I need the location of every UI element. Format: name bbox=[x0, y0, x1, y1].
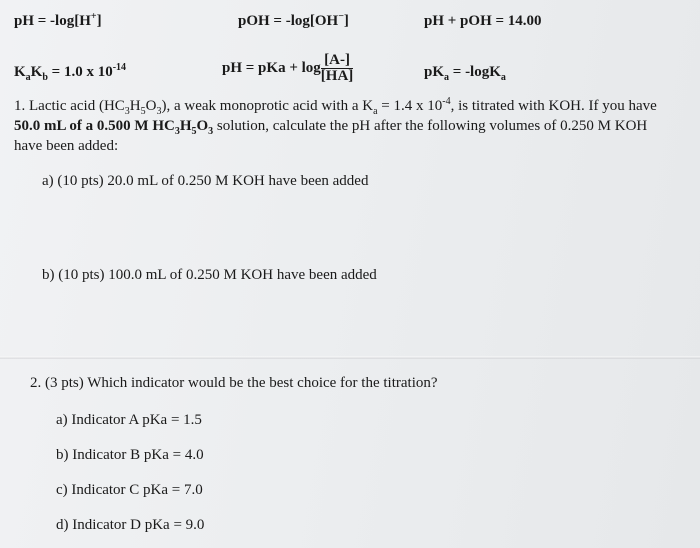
hh-numerator: [A-] bbox=[321, 53, 354, 69]
q1-sub: 5 bbox=[140, 106, 146, 117]
ph-poh-sum-formula: pH + pOH = 14.00 bbox=[424, 13, 542, 29]
q1-sub: 3 bbox=[124, 106, 130, 117]
option-a: a) Indicator A pKa = 1.5 bbox=[56, 412, 202, 428]
henderson-hasselbalch-formula bbox=[222, 52, 353, 84]
q1-part: H bbox=[129, 98, 141, 114]
pka-mid: = -logK bbox=[449, 64, 501, 80]
ph-formula-text: pH = -log[H bbox=[14, 13, 91, 29]
q1-part: , is titrated with KOH. If you have bbox=[450, 98, 657, 114]
option-c: c) Indicator C pKa = 7.0 bbox=[56, 482, 203, 498]
kw-value: = 1.0 x 10 bbox=[47, 64, 113, 80]
poh-formula-sup: − bbox=[338, 11, 344, 22]
question-2-prompt: 2. (3 pts) Which indicator would be the best choice for the titration? bbox=[30, 375, 438, 391]
q1-part: solution, calculate the pH after the following volumes of 0.250 M KOH have been added: bbox=[14, 118, 648, 154]
question-1b: b) (10 pts) 100.0 mL of 0.250 M KOH have been added bbox=[42, 267, 377, 283]
paper-crease bbox=[0, 356, 700, 359]
kw-ka: K bbox=[14, 64, 26, 80]
q1-sub: a bbox=[373, 106, 378, 117]
kw-exponent: -14 bbox=[112, 62, 127, 73]
option-b: b) Indicator B pKa = 4.0 bbox=[56, 447, 204, 463]
pka-sub-2: a bbox=[500, 72, 506, 83]
ph-formula-sup: + bbox=[90, 11, 97, 22]
pka-formula bbox=[424, 63, 506, 81]
q1-bold-part: O bbox=[196, 118, 209, 134]
q1-part: ), a weak monoprotic acid with a K bbox=[161, 98, 374, 114]
kw-formula bbox=[14, 63, 126, 81]
question-1-text bbox=[14, 96, 664, 156]
q1-exponent: -4 bbox=[442, 96, 451, 107]
option-d: d) Indicator D pKa = 9.0 bbox=[56, 517, 205, 533]
q1-bold-sub: 3 bbox=[208, 126, 214, 137]
pka-sub: a bbox=[444, 72, 450, 83]
question-1a: a) (10 pts) 20.0 mL of 0.250 M KOH have been added bbox=[42, 173, 369, 189]
q1-part: 1. Lactic acid (HC bbox=[14, 98, 125, 114]
pka-prefix: pK bbox=[424, 64, 445, 80]
poh-formula-close: ] bbox=[343, 13, 349, 29]
ph-formula-close: ] bbox=[96, 13, 102, 29]
kw-ka-sub: a bbox=[25, 72, 31, 83]
q1-bold-part: 50.0 mL of a 0.500 M HC bbox=[14, 118, 175, 134]
hh-prefix: pH = pKa + log bbox=[222, 60, 321, 76]
poh-formula-text: pOH = -log[OH bbox=[238, 13, 339, 29]
q1-part: = 1.4 x 10 bbox=[377, 98, 443, 114]
q1-bold-sub: 5 bbox=[191, 126, 197, 137]
kw-kb-sub: b bbox=[42, 72, 48, 83]
q1-part: O bbox=[145, 98, 157, 114]
q1-bold-part: H bbox=[179, 118, 192, 134]
q1-bold-sub: 3 bbox=[174, 126, 180, 137]
q1-sub: 3 bbox=[156, 106, 162, 117]
ph-formula bbox=[14, 12, 102, 30]
hh-fraction bbox=[321, 53, 354, 84]
kw-kb: K bbox=[30, 64, 43, 80]
poh-formula bbox=[238, 12, 349, 30]
hh-denominator: [HA] bbox=[320, 68, 354, 85]
